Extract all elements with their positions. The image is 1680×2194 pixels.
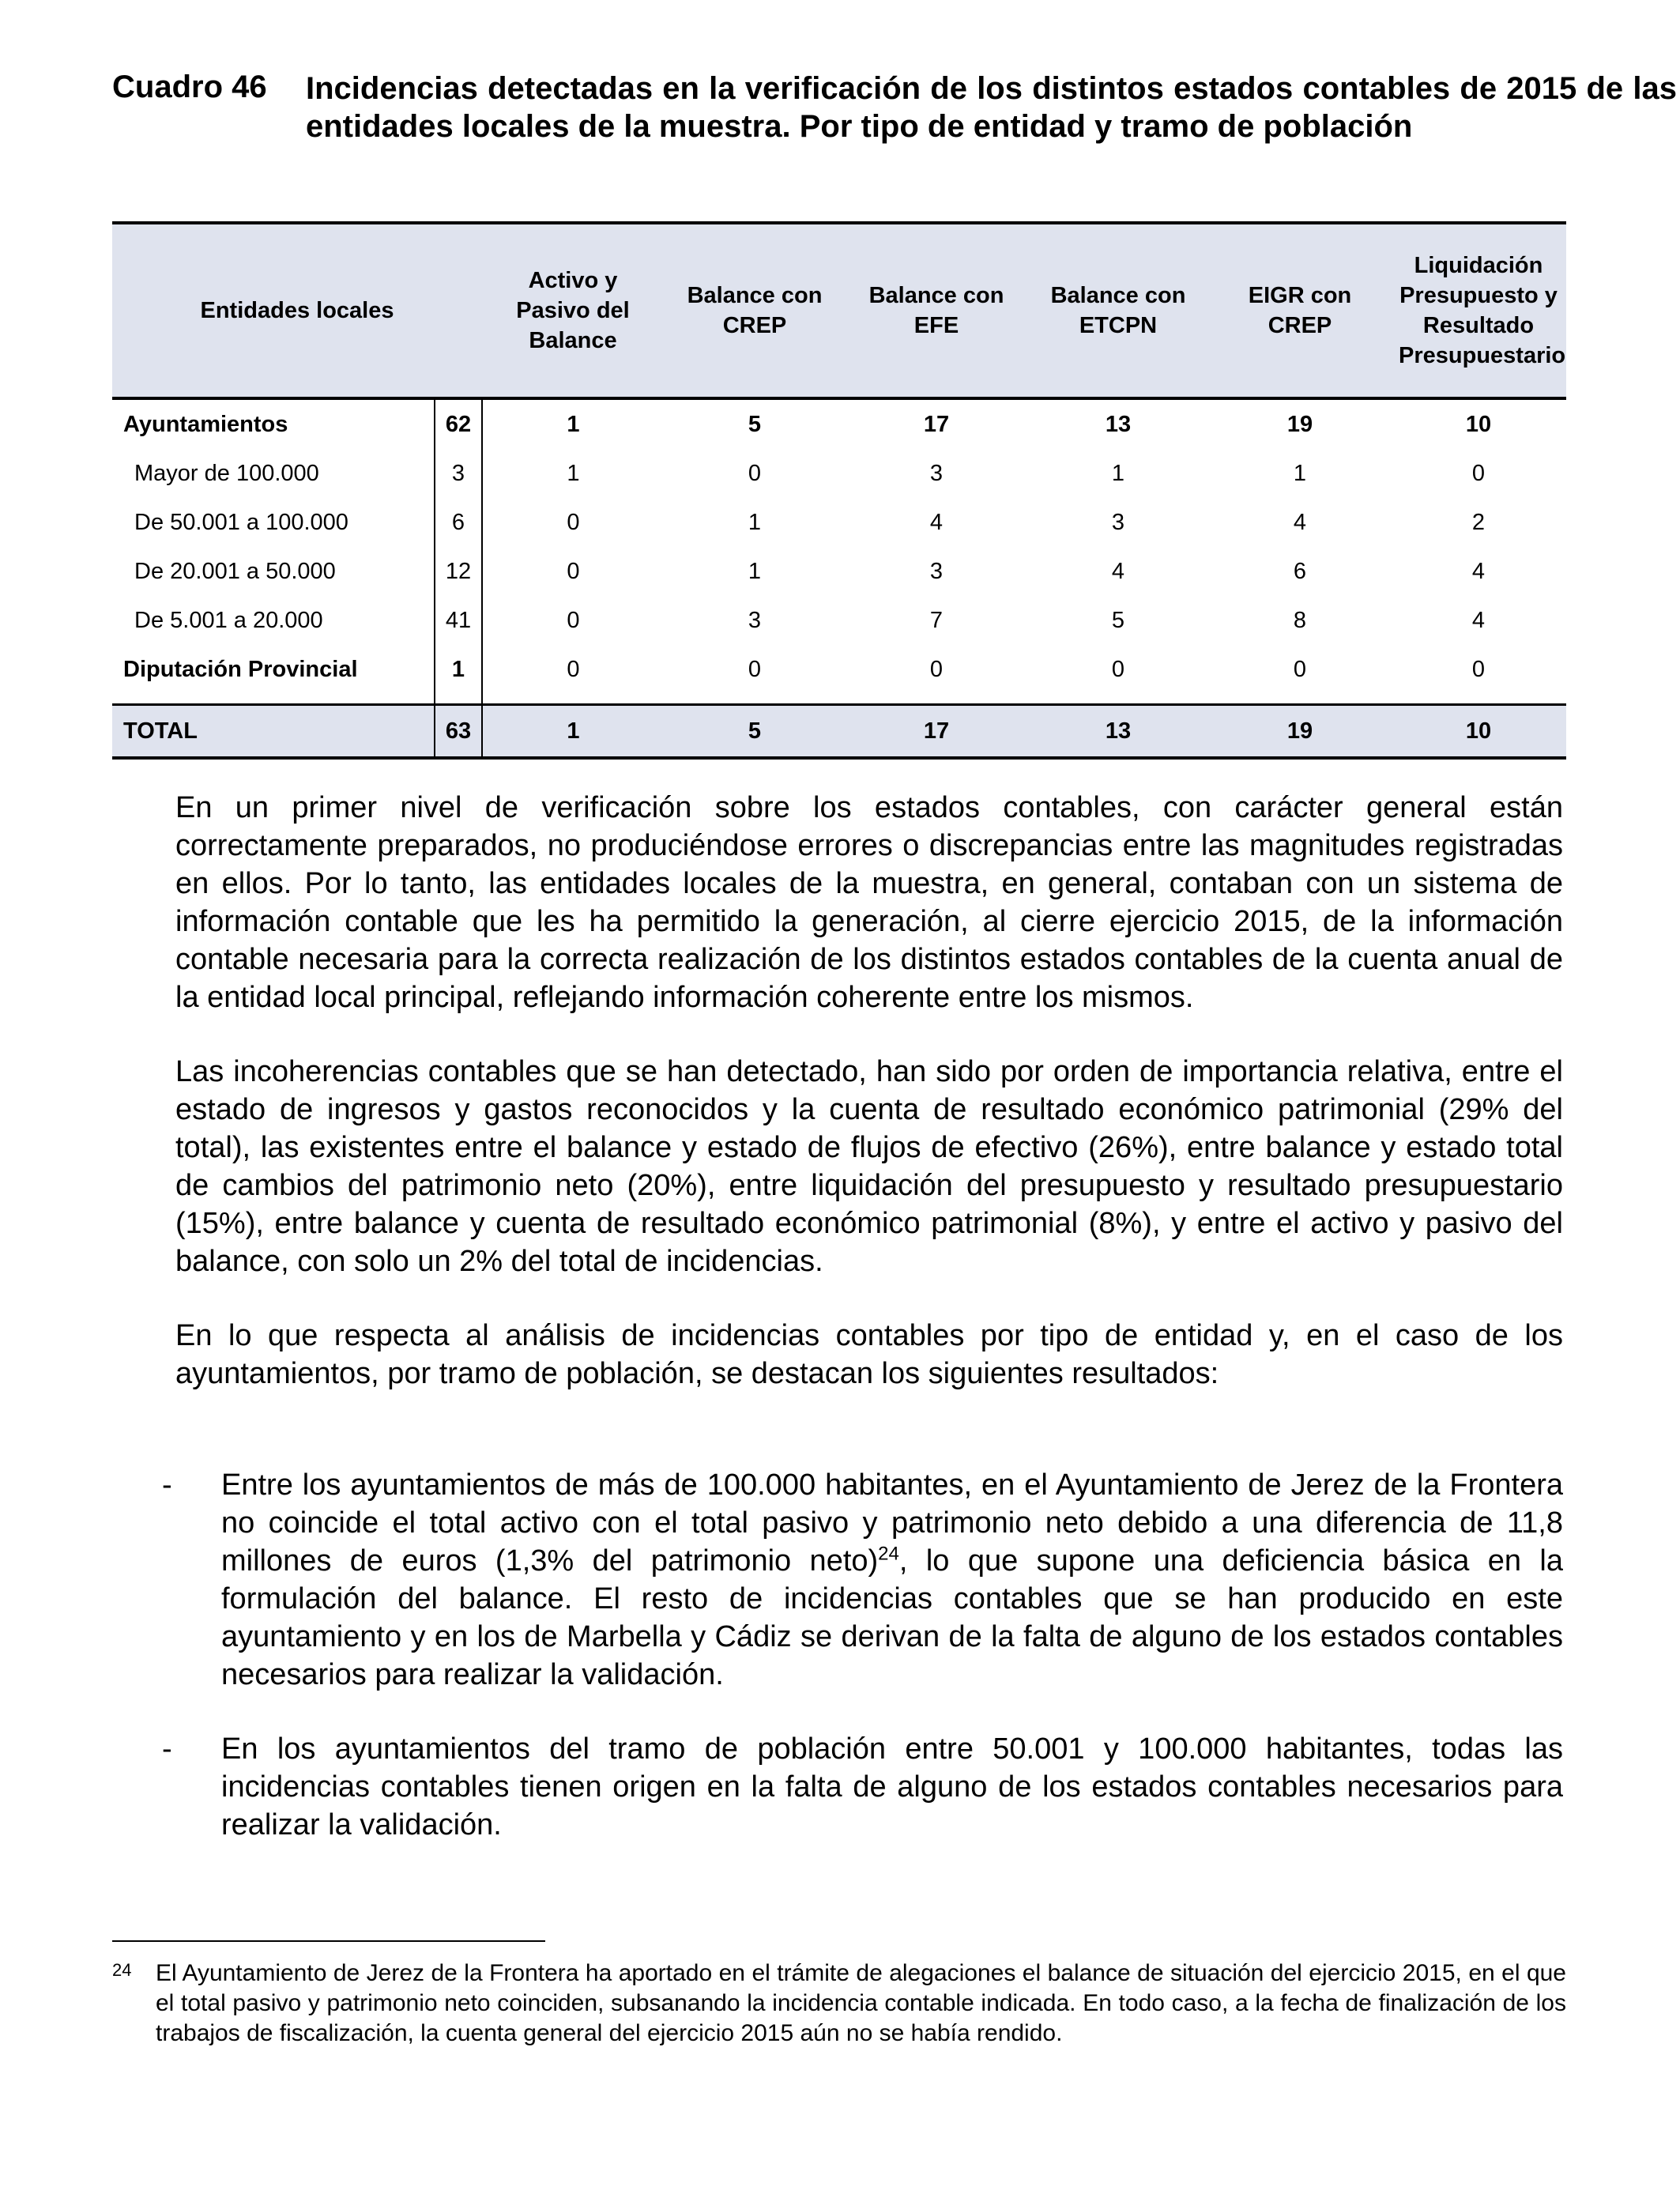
row-count: 1 [435,645,482,694]
cell-value: 0 [1111,656,1125,682]
cell-value: 0 [748,656,762,682]
cell-value: 1 [748,558,762,584]
row-label: De 50.001 a 100.000 [134,509,348,535]
footnote-number: 24 [112,1960,132,1980]
bullet-item [162,1466,1563,1694]
cell-value: 0 [567,558,580,584]
row-label: De 5.001 a 20.000 [134,607,323,633]
header-liquidacion: Liquidación Presupuesto y Resultado Presupuestario [1391,223,1566,398]
row-label: Diputación Provincial [123,656,358,682]
footnote-separator [112,1940,545,1942]
bullet-text: En los ayuntamientos del tramo de población entre 50.001 y 100.000 habitantes, todas las incidencias contables tienen origen en la falta de alguno de los estados contables necesarios para realizar la validación. [221,1732,1563,1842]
bullet-list [162,1466,1563,1880]
table-spacer [112,694,1566,705]
total-value: 5 [664,705,846,759]
cell-value: 4 [1111,558,1125,584]
footnote-text: El Ayuntamiento de Jerez de la Frontera ha aportado en el trámite de alegaciones el balance de situación del ejercicio 2015, en el que el total pasivo y patrimonio neto coinciden, subsanando la incidencia contable indicada. En todo caso, a la fecha de finalización de los trabajos de fiscalización, la cuenta general del ejercicio 2015 aún no se había rendido. [156,1960,1566,2046]
table-total-row [112,705,1566,759]
paragraph: En un primer nivel de verificación sobre los estados contables, con carácter general están correctamente preparados, no produciéndose errores o discrepancias entre las magnitudes registradas en ellos. Por lo tanto, las entidades locales de la muestra, en general, contaban con un sistema de información contable que les ha permitido la generación, al cierre ejercicio 2015, de la información contable necesaria para la correcta realización de los distintos estados contables de la cuenta anual de la entidad local principal, reflejando información coherente entre los mismos. [175,791,1563,1014]
cell-value: 19 [1286,411,1313,437]
table-row [112,547,1566,596]
table-row [112,596,1566,645]
total-label: TOTAL [112,705,435,759]
cell-value: 0 [929,656,944,682]
cell-value: 1 [567,460,580,486]
row-label: Ayuntamientos [123,411,288,437]
header-balance-crep: Balance con CREP [664,223,846,398]
caption-title: Incidencias detectadas en la verificación de los distintos estados contables de 2015 de las entidades locales de la muestra. Por tipo de entidad y tramo de población [306,71,1677,144]
total-value: 17 [846,705,1027,759]
cell-value: 8 [1293,607,1307,633]
bullet-text: Entre los ayuntamientos de más de 100.000 habitantes, en el Ayuntamiento de Jerez de la Frontera no coincide el total activo con el total pasivo y patrimonio neto debido a una diferencia de 11,8 millones de euros (1,3% del patrimonio neto) [221,1468,1563,1578]
incidences-table [112,221,1566,760]
cell-value: 1 [1293,460,1307,486]
footnote [112,1958,1566,2049]
cell-value: 1 [567,411,580,437]
total-value: 19 [1209,705,1391,759]
table-row [112,645,1566,694]
cell-value: 0 [567,509,580,535]
row-count: 41 [435,596,482,645]
row-count: 12 [435,547,482,596]
cell-value: 1 [748,509,762,535]
cell-value: 0 [1471,656,1486,682]
header-eigr-crep: EIGR con CREP [1209,223,1391,398]
bullet-item [162,1730,1563,1844]
cell-value: 4 [1471,607,1486,633]
table-header-row [112,223,1566,398]
header-balance-efe: Balance con EFE [846,223,1027,398]
cell-value: 17 [923,411,950,437]
body-text [175,789,1563,1429]
cell-value: 0 [567,607,580,633]
total-value: 1 [482,705,664,759]
paragraph: En lo que respecta al análisis de incidencias contables por tipo de entidad y, en el caso de los ayuntamientos, por tramo de población, se destacan los siguientes resultados: [175,1319,1563,1390]
cell-value: 5 [748,411,762,437]
bullet-dash: - [162,1732,172,1766]
cell-value: 13 [1105,411,1132,437]
footnote-reference[interactable]: 24 [878,1543,899,1565]
cell-value: 3 [929,558,944,584]
cell-value: 0 [1471,460,1486,486]
cell-value: 1 [1111,460,1125,486]
total-value: 10 [1391,705,1566,759]
cell-value: 7 [929,607,944,633]
table-row [112,398,1566,449]
row-count: 62 [435,398,482,449]
cell-value: 5 [1111,607,1125,633]
row-label: De 20.001 a 50.000 [134,558,336,584]
cell-value: 6 [1293,558,1307,584]
header-entities: Entidades locales [112,223,482,398]
cell-value: 3 [748,607,762,633]
cell-value: 0 [1293,656,1307,682]
bullet-dash: - [162,1468,172,1502]
cell-value: 3 [929,460,944,486]
bullet-text: , lo que supone una deficiencia básica en la formulación del balance. El resto de incidencias contables que se han producido en este ayuntamiento y en los de Marbella y Cádiz se derivan de la falta de alguno de los estados contables necesarios para realizar la validación. [221,1544,1563,1691]
total-value: 13 [1027,705,1209,759]
row-label: Mayor de 100.000 [134,460,319,486]
total-count: 63 [435,705,482,759]
header-balance-etcpn: Balance con ETCPN [1027,223,1209,398]
row-count: 3 [435,449,482,498]
table-row [112,498,1566,547]
cell-value: 4 [1293,509,1307,535]
cell-value: 4 [929,509,944,535]
table-row [112,449,1566,498]
caption-label: Cuadro 46 [112,70,267,104]
cell-value: 4 [1471,558,1486,584]
cell-value: 0 [567,656,580,682]
cell-value: 0 [748,460,762,486]
paragraph: Las incoherencias contables que se han detectado, han sido por orden de importancia relativa, entre el estado de ingresos y gastos reconocidos y la cuenta de resultado económico patrimonial (29% del total), las existentes entre el balance y estado de flujos de efectivo (26%), entre balance y estado total de cambios del patrimonio neto (20%), entre liquidación del presupuesto y resultado presupuestario (15%), entre balance y cuenta de resultado económico patrimonial (8%), y entre el activo y pasivo del balance, con solo un 2% del total de incidencias. [175,1055,1563,1278]
row-count: 6 [435,498,482,547]
cell-value: 10 [1465,411,1492,437]
header-activo-pasivo: Activo y Pasivo del Balance [482,223,664,398]
cell-value: 2 [1471,509,1486,535]
cell-value: 3 [1111,509,1125,535]
